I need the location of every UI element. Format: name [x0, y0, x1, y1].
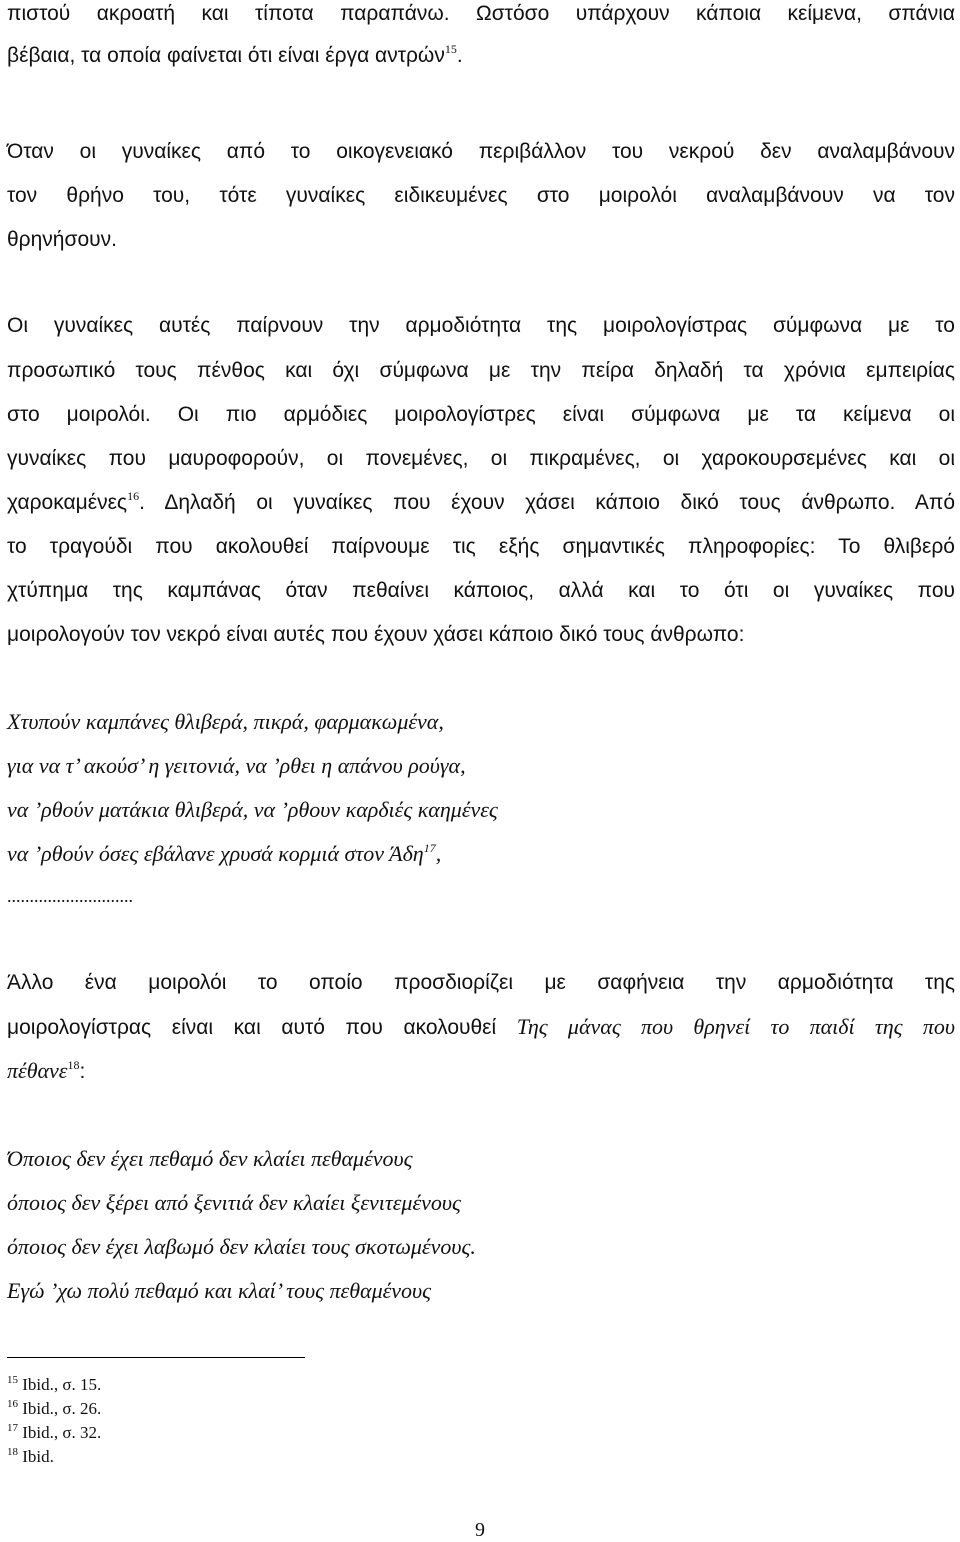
para3-line6: το τραγούδι που ακολουθεί παίρνουμε τις εξής σημαντικές πληροφορίες: Το θλιβερό	[7, 535, 955, 558]
verse1-line4-text: να ’ρθούν όσες εβάλανε χρυσά κορμιά στον Άδη	[7, 841, 424, 866]
para3-line8: μοιρολογούν τον νεκρό είναι αυτές που έχουν χάσει κάποιο δικό τους άνθρωπο:	[7, 623, 745, 646]
footnote-ref-18: 18	[67, 1058, 80, 1072]
verse1-line3: να ’ρθούν ματάκια θλιβερά, να ’ρθουν καρδιές καημένες	[7, 797, 498, 822]
para3-line4: γυναίκες που μαυροφορούν, οι πονεμένες, οι πικραμένες, οι χαροκουρσεμένες και οι	[7, 447, 955, 470]
para3-line5-start: χαροκαμένες	[7, 491, 128, 514]
para1-line1: πιστού ακροατή και τίποτα παραπάνω. Ωστόσο υπάρχουν κάποια κείμενα, σπάνια	[7, 2, 955, 25]
verse1-line4-end: ,	[435, 841, 442, 866]
verse1-line4	[7, 840, 441, 868]
para2-line1: Όταν οι γυναίκες από το οικογενειακό περιβάλλον του νεκρού δεν αναλαμβάνουν	[7, 140, 955, 163]
footnote-17	[7, 1422, 101, 1444]
verse2-line4: Εγώ ’χω πολύ πεθαμό και κλαί’ τους πεθαμένους	[7, 1278, 432, 1303]
footnote-16	[7, 1398, 101, 1420]
para4-line3-end: :	[79, 1060, 86, 1083]
para4-line2-title: Της μάνας που θρηνεί το παιδί της που	[516, 1014, 955, 1039]
footnote-15	[7, 1374, 101, 1396]
para3-line5	[7, 489, 955, 517]
footnote-ref-15: 15	[444, 42, 457, 56]
para4-line2	[7, 1013, 955, 1042]
para3-line7: χτύπημα της καμπάνας όταν πεθαίνει κάποιος, αλλά και το ότι οι γυναίκες που	[7, 579, 955, 602]
para1-line2-text: βέβαια, τα οποία φαίνεται ότι είναι έργα αντρών	[7, 44, 445, 67]
para1-line2	[7, 42, 955, 70]
footnote-number: 15	[7, 1374, 18, 1386]
para1-line2-end: .	[456, 44, 463, 67]
footnote-separator	[7, 1357, 305, 1358]
footnote-ref-16: 16	[127, 489, 140, 503]
page-number: 9	[475, 1519, 485, 1541]
footnote-text: Ibid., σ. 15.	[22, 1375, 102, 1394]
footnote-text: Ibid., σ. 26.	[22, 1399, 102, 1418]
para2-line2: τον θρήνο του, τότε γυναίκες ειδικευμένες στο μοιρολόι αναλαμβάνουν να τον	[7, 184, 955, 207]
footnote-number: 17	[7, 1422, 18, 1434]
footnote-ref-17: 17	[423, 841, 436, 855]
para3-line1: Οι γυναίκες αυτές παίρνουν την αρμοδιότητα της μοιρολογίστρας σύμφωνα με το	[7, 314, 955, 337]
para3-line5-end: . Δηλαδή οι γυναίκες που έχουν χάσει κάποιο δικό τους άνθρωπο. Από	[139, 491, 955, 514]
verse1-line1: Χτυπούν καμπάνες θλιβερά, πικρά, φαρμακωμένα,	[7, 709, 444, 734]
footnote-text: Ibid.	[22, 1447, 54, 1466]
verse2-line3: όποιος δεν έχει λαβωμό δεν κλαίει τους σκοτωμένους.	[7, 1234, 476, 1259]
para4-line3-title: πέθανε	[7, 1058, 68, 1083]
verse2-line1: Όποιος δεν έχει πεθαμό δεν κλαίει πεθαμένους	[7, 1146, 413, 1171]
verse1-line2: για να τ’ ακούσ’ η γειτονιά, να ’ρθει η απάνου ρούγα,	[7, 753, 466, 778]
para3-line2: προσωπικό τους πένθος και όχι σύμφωνα με την πείρα δηλαδή τα χρόνια εμπειρίας	[7, 359, 955, 382]
para4-line1: Άλλο ένα μοιρολόι το οποίο προσδιορίζει με σαφήνεια την αρμοδιότητα της	[7, 971, 955, 994]
footnote-number: 18	[7, 1446, 18, 1458]
verse1-ellipsis: ............................	[7, 886, 133, 906]
verse2-line2: όποιος δεν ξέρει από ξενιτιά δεν κλαίει ξενιτεμένους	[7, 1190, 461, 1215]
para2-line3: θρηνήσουν.	[7, 228, 117, 251]
footnote-number: 16	[7, 1398, 18, 1410]
para4-line2-plain: μοιρολογίστρας είναι και αυτό που ακολουθεί	[7, 1016, 517, 1039]
para4-line3	[7, 1057, 955, 1086]
footnote-18	[7, 1446, 54, 1468]
para3-line3: στο μοιρολόι. Οι πιο αρμόδιες μοιρολογίστρες είναι σύμφωνα με τα κείμενα οι	[7, 403, 955, 426]
footnote-text: Ibid., σ. 32.	[22, 1423, 102, 1442]
